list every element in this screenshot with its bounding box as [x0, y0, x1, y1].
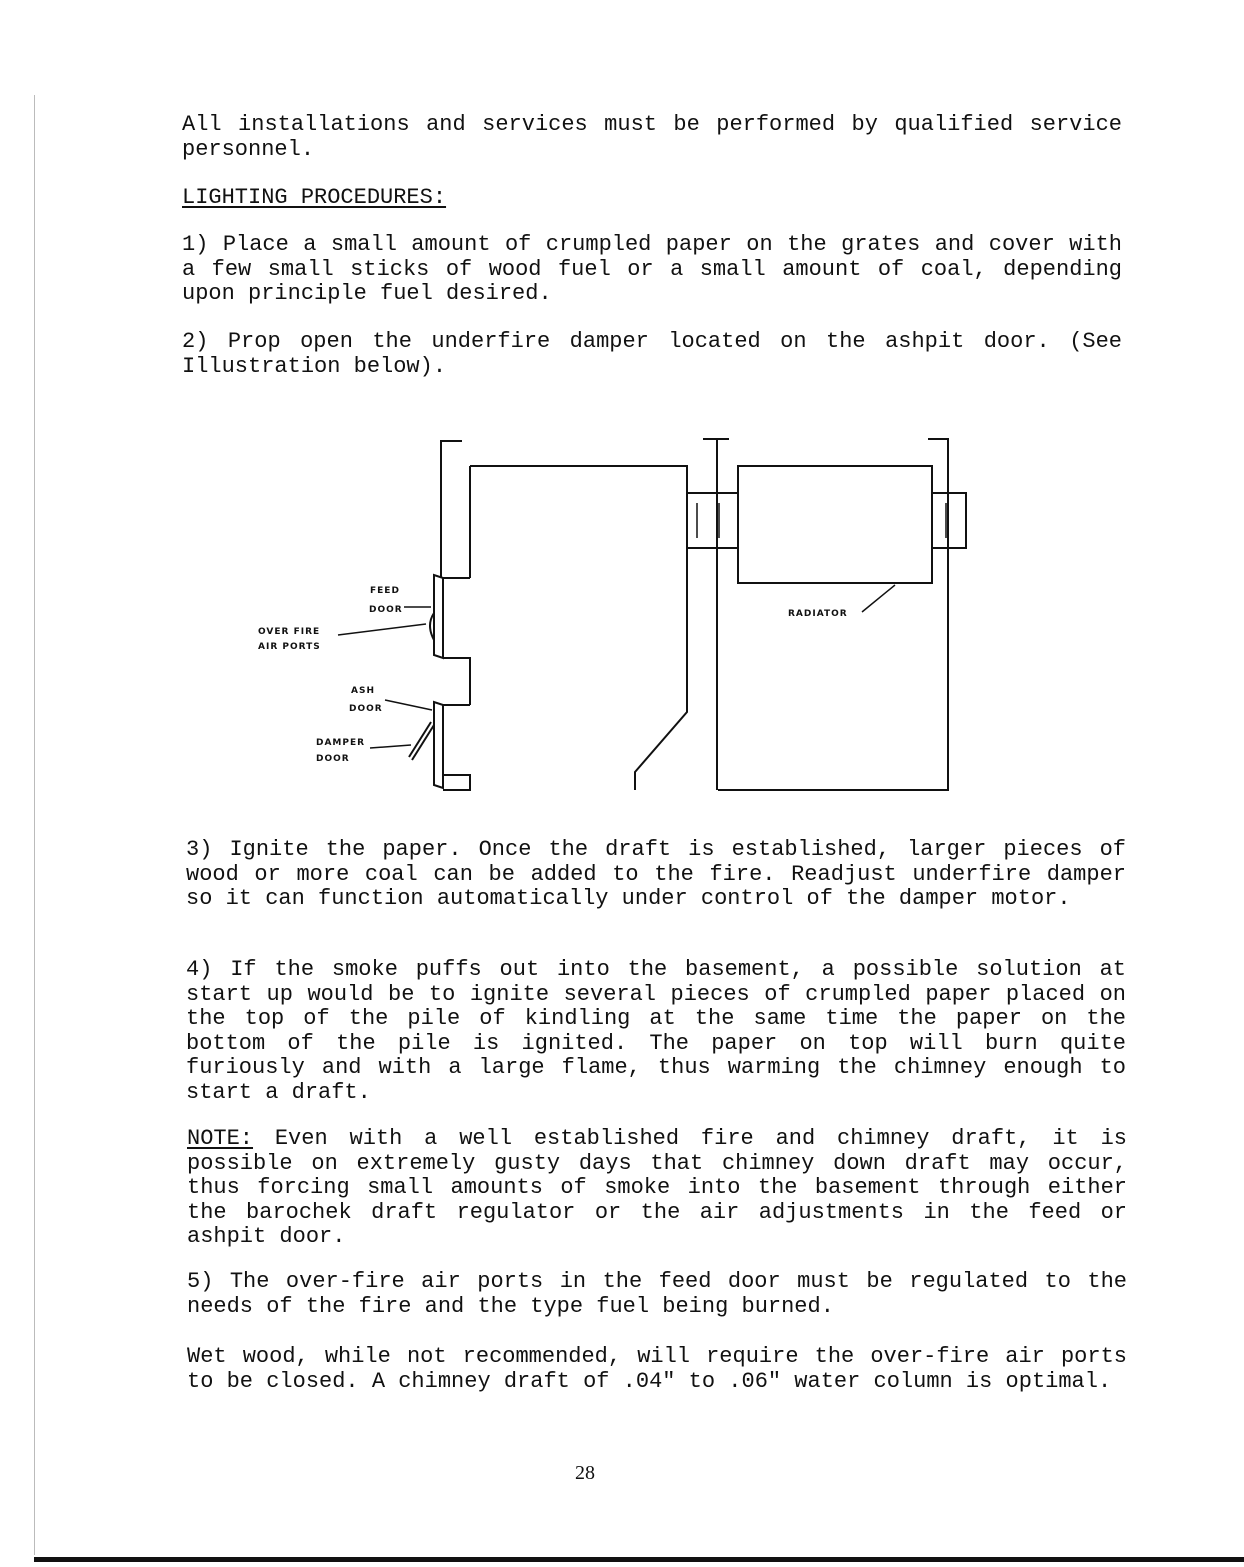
- label-feed-2: DOOR: [369, 605, 403, 615]
- section-heading: LIGHTING PROCEDURES:: [182, 185, 447, 210]
- closing-paragraph: Wet wood, while not recommended, will require the over-fire air ports to be closed. A chimney draft of .04" to .06" water column is optimal.: [187, 1344, 1127, 1394]
- label-radiator: RADIATOR: [788, 609, 848, 619]
- step-5: 5) The over-fire air ports in the feed door must be regulated to the needs of the fire and the type fuel being burned.: [187, 1269, 1127, 1319]
- label-damper-2: DOOR: [316, 754, 350, 764]
- label-ash-1: ASH: [351, 686, 375, 696]
- bottom-rule: [34, 1557, 1244, 1562]
- furnace-body: [470, 466, 687, 790]
- label-ash-2: DOOR: [349, 704, 383, 714]
- note-label: NOTE:: [187, 1126, 254, 1151]
- step-3: 3) Ignite the paper. Once the draft is established, larger pieces of wood or more coal can be added to the fire. Readjust underfire damper so it can function automatically under control of the damper motor.: [186, 837, 1126, 911]
- label-damper-1: DAMPER: [316, 738, 366, 748]
- left-cabinet-edge: [441, 441, 462, 577]
- intro-paragraph: All installations and services must be performed by qualified service personnel.: [182, 112, 1122, 162]
- page-number: 28: [575, 1462, 595, 1484]
- radiator-box: [738, 466, 932, 583]
- note-text: Even with a well established fire and chimney draft, it is possible on extremely gusty days that chimney down draft may occur, thus forcing small amounts of smoke into the basement through either the barochek draft regulator or the air adjustments in the feed or ashpit door.: [187, 1126, 1127, 1249]
- note-paragraph: [187, 1127, 1127, 1250]
- step-1: 1) Place a small amount of crumpled paper on the grates and cover with a few small sticks of wood fuel or a small amount of coal, depending upon principle fuel desired.: [182, 232, 1122, 306]
- step-2: 2) Prop open the underfire damper located on the ashpit door. (See Illustration below).: [182, 329, 1122, 379]
- label-feed-1: FEED: [370, 586, 400, 596]
- step-4: 4) If the smoke puffs out into the basement, a possible solution at start up would be to ignite several pieces of crumpled paper placed on the top of the pile of kindling at the same time the paper on the bottom of the pile is ignited. The paper on top will burn quite furiously and with a large flame, thus warming the chimney enough to start a draft.: [186, 957, 1126, 1105]
- label-overfire-2: AIR PORTS: [258, 642, 321, 652]
- label-overfire-1: OVER FIRE: [258, 627, 321, 637]
